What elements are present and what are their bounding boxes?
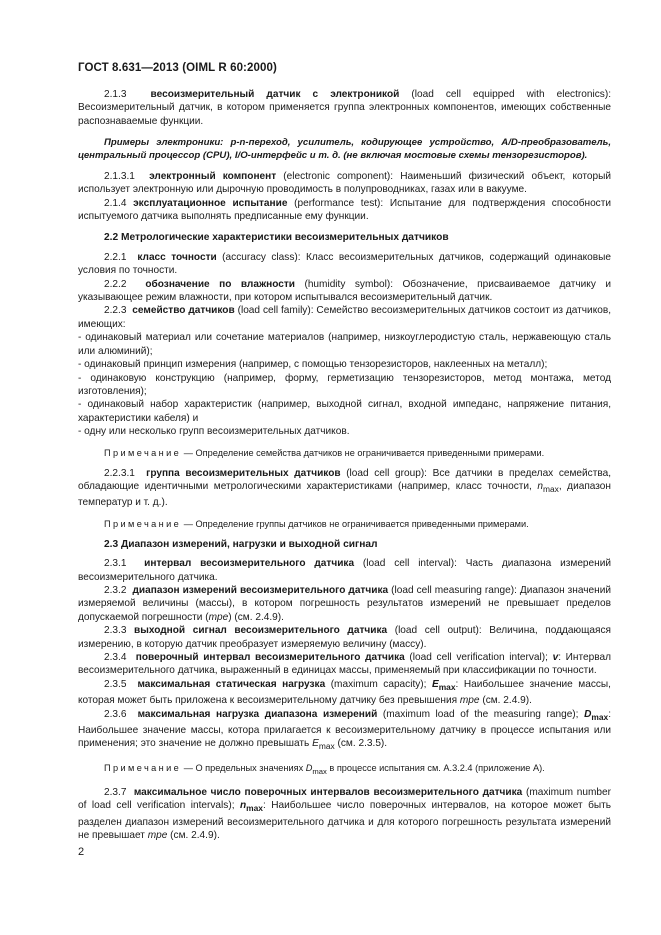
note-family: Примечание — Определение семейства датчиков не ограничивается приведенными примерами. [104,447,545,458]
clause-2-3-7: 2.3.7 максимальное число поверочных интервалов весоизмерительного датчика (maximum number of load cell verification intervals); $n_{max}$: Наибольшее число поверочных интервалов, на которое может быть разделен диапазон измерений весоизмерительного датчика и для которого погрешность результата измерений не превышает mpe (см. 2.4.9). [78,786,611,841]
example-electronics: Примеры электроники: p-n-переход, усилитель, кодирующее устройство, A/D-преобразователь, центральный процессор (CPU), I/O-интерфейс и т. д. (не включая мостовые схемы тензорезисторов). [78,137,611,162]
list-item: - одинаковую конструкцию (например, форму, герметизацию тензорезисторов, метод монтажа, метод изготовления); [78,372,611,397]
clause-2-2-1: 2.2.1 класс точности (accuracy class): Класс весоизмерительных датчиков, содержащий одинаковые условия по точности. [78,251,611,277]
clause-2-3-6: 2.3.6 максимальная нагрузка диапазона измерений (maximum load of the measuring range); $D_{max}$: Наибольшее значение массы, котора прилагается к весоизмерительному датчику в процессе испытания или применения; это значение не должно превышать $E_{max}$ (см. 2.3.5). [78,708,611,752]
clause-2-1-3: 2.1.3 весоизмерительный датчик с электроникой (load cell equipped with electronics): Весоизмерительный датчик, в котором применяется группа электронных компонентов, имеющих собственные распознаваемые функции. [78,89,612,127]
clause-2-2-3-1: 2.2.3.1 группа весоизмерительных датчиков (load cell group): Все датчики в пределах семейства, обладающие идентичными метрологическими характеристиками (например, класс точности, $n_{max}$, диапазон температур и т. д.). [78,467,612,509]
page-number: 2 [78,846,85,858]
list-item: - одинаковый принцип измерения (например, с помощью тензорезисторов, наклеенных на металл); [78,359,548,371]
list-item: - одинаковый материал или сочетание материалов (например, низкоуглеродистую сталь, нержавеющую сталь или алюминий); [78,332,611,357]
section-heading-2-2: 2.2 Метрологические характеристики весоизмерительных датчиков [104,232,449,244]
list-item: - одну или несколько групп весоизмерительных датчиков. [78,426,350,438]
list-item: - одинаковый набор характеристик (например, выходной сигнал, входной импеданс, напряжение питания, характеристики кабеля) и [78,399,611,424]
page-content [78,88,611,842]
clause-2-3-2: 2.3.2 диапазон измерений весоизмерительного датчика (load cell measuring range): Диапазон значений измеряемой величины (массы), в котором погрешность результатов измерений не превышает пределов допускаемой погрешности (mpe) (см. 2.4.9). [78,584,611,623]
clause-2-3-4: 2.3.4 поверочный интервал весоизмерительного датчика (load cell verification interval); v: Интервал весоизмерительного датчика, выраженный в единицах массы, применяемый при классификации по точности. [78,652,611,677]
clause-2-2-2: 2.2.2 обозначение по влажности (humidity symbol): Обозначение, присваиваемое датчику и указывающее режим влажности, при котором испытывался весоизмерительный датчик. [78,278,611,304]
clause-2-2-3: 2.2.3 семейство датчиков (load cell family): Семейство весоизмерительных датчиков состоит из датчиков, имеющих: [78,305,612,330]
document-header: ГОСТ 8.631—2013 (OIML R 60:2000) [78,62,277,74]
note-group: Примечание — Определение группы датчиков не ограничивается приведенными примерами. [104,518,529,529]
clause-2-3-3: 2.3.3 выходной сигнал весоизмерительного датчика (load cell output): Величина, поддающаяся измерению, в которую датчик преобразует измеряемую величину (массу). [78,625,611,650]
note-dmax: Примечание — О предельных значениях $D_{max}$ в процессе испытания см. А.3.2.4 (приложение А). [104,762,545,776]
section-heading-2-3: 2.3 Диапазон измерений, нагрузки и выходной сигнал [104,538,378,550]
clause-2-3-1: 2.3.1 интервал весоизмерительного датчика (load cell interval): Часть диапазона измерений весоизмерительного датчика. [78,558,612,583]
clause-2-3-5: 2.3.5 максимальная статическая нагрузка (maximum capacity); $E_{max}$: Наибольшее значение массы, которая может быть приложена к весоизмерительному датчику без превышения mpe (см. 2.4.9). [78,678,611,707]
clause-2-1-4: 2.1.4 эксплуатационное испытание (performance test): Испытание для подтверждения способности испытуемого датчика выполнять предписанные ему функции. [78,197,611,223]
clause-2-1-3-1: 2.1.3.1 электронный компонент (electronic component): Наименьший физический объект, который использует электронную или дырочную проводимость в полупроводниках, газах или в вакууме. [78,170,612,196]
